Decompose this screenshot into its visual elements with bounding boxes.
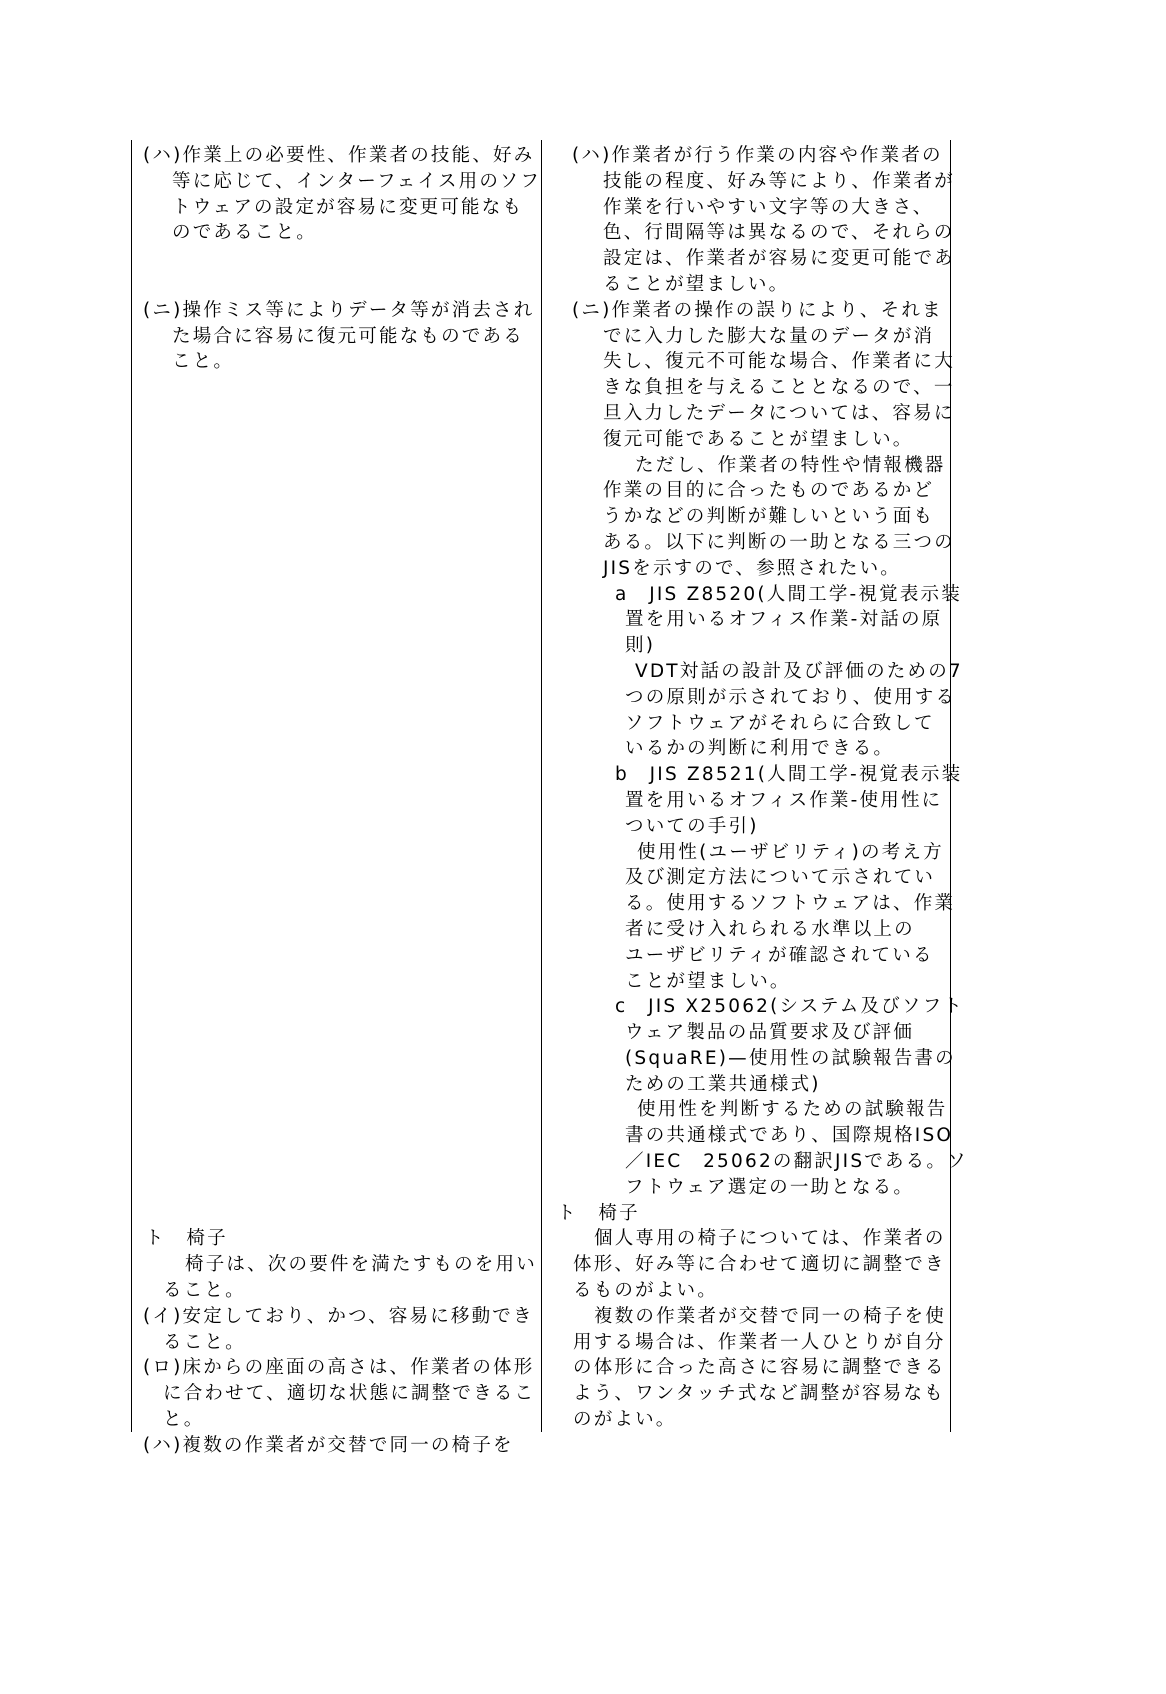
left-item-ro-line: と。 [163,1409,205,1431]
right-item-ni-line: きな負担を与えることとなるので、一 [603,377,955,399]
left-item-ni-line: (ニ)操作ミス等によりデータ等が消去され [143,299,535,321]
right-item-ha-line: 色、行間隔等は異なるので、それらの [603,222,955,244]
right-however-line: ある。以下に判断の一助となる三つの [603,531,955,553]
left-item-ni-line: た場合に容易に復元可能なものである [172,325,524,347]
right-item-ni-line: でに入力した膨大な量のデータが消 [603,325,935,347]
left-column-requirements [131,143,541,1459]
jis-c-title-line: ウェア製品の品質要求及び評価 [625,1022,915,1044]
right-item-ha-line: 設定は、作業者が容易に変更可能であ [603,248,955,270]
left-item-ha-line: (ハ)作業上の必要性、作業者の技能、好み [143,145,535,166]
left-item-ha-line: のであること。 [172,222,317,244]
right-however-line: JISを示すので、参照されたい。 [603,557,901,579]
jis-c-title-line: (SquaRE)—使用性の試験報告書の [625,1047,956,1069]
jis-c-body-line: 書の共通様式であり、国際規格ISO [625,1125,954,1147]
right-chair-p2-line: よう、ワンタッチ式など調整が容易なも [573,1383,945,1405]
right-item-ha-line: 作業を行いやすい文字等の大きさ、 [603,196,934,218]
right-item-ni-line: 失し、復元不可能な場合、作業者に大 [603,351,955,373]
left-item-ni-line: こと。 [172,351,235,373]
left-item-i-line: (イ)安定しており、かつ、容易に移動でき [143,1305,534,1327]
right-item-ha-line: (ハ)作業者が行う作業の内容や作業者の [572,145,943,166]
left-item-ha2-line: (ハ)複数の作業者が交替で同一の椅子を [143,1434,514,1456]
jis-b-body-line: 及び測定方法について示されてい [625,867,936,889]
right-item-ni-line: (ニ)作業者の操作の誤りにより、それま [572,299,943,321]
right-chair-p1-line: 個人専用の椅子については、作業者の [594,1228,946,1250]
right-chair-p2-line: のがよい。 [573,1409,677,1431]
left-item-ro-line: (ロ)床からの座面の高さは、作業者の体形 [143,1357,535,1379]
right-chair-p1-line: るものがよい。 [573,1280,718,1302]
left-chair-intro-line: ること。 [163,1280,246,1302]
right-chair-heading: ト 椅子 [557,1202,640,1224]
right-however-line: うかなどの判断が難しいという面も [603,506,935,528]
right-item-ha-line: 技能の程度、好み等により、作業者が [603,170,955,192]
jis-a-body-line: つの原則が示されており、使用する [625,686,957,708]
right-chair-p1-line: 体形、好み等に合わせて適切に調整でき [573,1254,946,1276]
jis-b-body-line: ことが望ましい。 [625,970,791,992]
jis-b-title-line: ついての手引) [625,815,759,837]
left-item-ha-line: 等に応じて、インターフェイス用のソフ [172,170,542,192]
jis-c-body-line: 使用性を判断するための試験報告 [637,1099,948,1121]
jis-a-body-line: VDT対話の設計及び評価のための7 [635,660,963,682]
jis-b-title-line: 置を用いるオフィス作業-使用性に [625,789,943,811]
right-item-ni-line: 復元可能であることが望ましい。 [603,428,914,450]
right-column-explanations [541,143,968,1433]
jis-b-body-line: る。使用するソフトウェアは、作業 [625,893,956,915]
right-item-ni-line: 旦入力したデータについては、容易に [603,402,955,424]
right-item-ha-line: ることが望ましい。 [603,273,790,295]
jis-a-title-line: 置を用いるオフィス作業-対話の原 [625,609,943,631]
jis-a-body-line: いるかの判断に利用できる。 [625,738,895,760]
jis-b-body-line: 者に受け入れられる水準以上の [625,918,915,940]
left-item-ha-line: トウェアの設定が容易に変更可能なも [172,196,524,218]
jis-a-title-line: 則) [625,635,656,657]
right-chair-p2-line: の体形に合った高さに容易に調整できる [573,1357,946,1379]
jis-c-body-line: ／IEC 25062の翻訳JISである。ソ [625,1151,968,1173]
jis-c-title-line: c JIS X25062(システム及びソフト [615,996,965,1018]
jis-b-body-line: 使用性(ユーザビリティ)の考え方 [637,841,944,863]
jis-c-body-line: フトウェア選定の一助となる。 [625,1176,915,1198]
left-item-ro-line: に合わせて、適切な状態に調整できるこ [163,1383,536,1405]
left-chair-intro-line: 椅子は、次の要件を満たすものを用い [185,1254,537,1276]
jis-c-title-line: ための工業共通様式) [625,1073,821,1095]
left-item-i-line: ること。 [163,1331,246,1353]
jis-a-title-line: a JIS Z8520(人間工学-視覚表示装 [615,583,962,605]
jis-a-body-line: ソフトウェアがそれらに合致して [625,712,935,734]
right-however-line: ただし、作業者の特性や情報機器 [635,454,946,476]
jis-b-body-line: ユーザビリティが確認されている [625,944,934,966]
jis-b-title-line: b JIS Z8521(人間工学-視覚表示装 [615,764,963,786]
left-chair-heading: ト 椅子 [145,1228,228,1250]
right-chair-p2-line: 用する場合は、作業者一人ひとりが自分 [573,1331,946,1353]
right-chair-p2-line: 複数の作業者が交替で同一の椅子を使 [594,1305,946,1327]
right-however-line: 作業の目的に合ったものであるかど [603,480,935,502]
